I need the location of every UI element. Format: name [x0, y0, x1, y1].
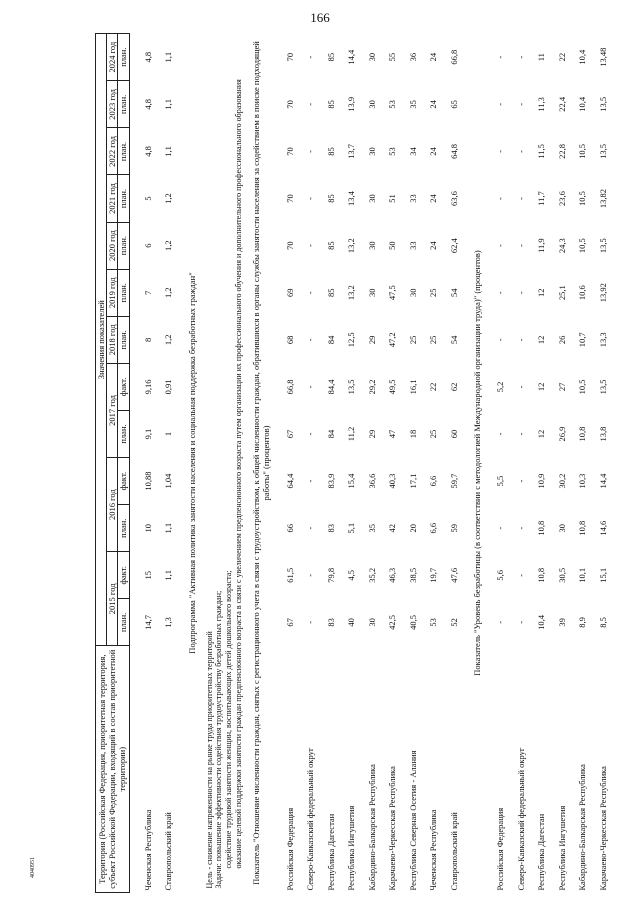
year-header: 2023 год: [107, 81, 118, 128]
subprogram-row: [187, 34, 197, 893]
value-cell: 14,7: [142, 614, 153, 630]
value-cell: -: [495, 102, 506, 106]
value-cell: -: [305, 573, 316, 577]
table-row: [572, 34, 593, 893]
value-cell: 1,1: [163, 522, 174, 534]
value-cell: 83: [325, 523, 336, 533]
value-cell: 30: [366, 288, 377, 297]
value-cell: 85: [325, 288, 336, 297]
value-cell: 30: [366, 147, 377, 156]
value-cell: 24: [428, 147, 439, 156]
value-cell: 40,5: [407, 614, 418, 630]
value-cell: 10,8: [536, 567, 547, 583]
value-cell: 64,8: [448, 144, 459, 159]
value-cell: 10,5: [577, 191, 588, 206]
value-cell: -: [305, 385, 316, 389]
table-row: [511, 34, 532, 893]
value-cell: 63,6: [448, 191, 459, 206]
value-cell: 22,8: [556, 144, 567, 159]
value-cell: 83: [325, 618, 336, 627]
value-cell: 12: [536, 429, 547, 439]
value-cell: 1,1: [163, 99, 174, 110]
value-cell: -: [495, 291, 506, 295]
value-cell: 85: [325, 52, 336, 62]
value-cell: 42: [387, 523, 398, 533]
value-cell: 6,6: [428, 475, 439, 487]
tasks-row: [214, 34, 224, 893]
value-cell: 67: [284, 618, 295, 627]
value-cell: 85: [325, 241, 336, 250]
value-cell: 25: [428, 335, 439, 345]
value-cell: 84,4: [325, 379, 336, 395]
value-cell: 70: [284, 241, 295, 250]
value-cell: 30,2: [556, 473, 567, 489]
value-cell: 10,5: [577, 379, 588, 395]
table-row: [403, 34, 424, 893]
value-cell: -: [305, 479, 316, 483]
plan-header: план.: [118, 316, 129, 363]
value-cell: 30: [366, 241, 377, 250]
fact-header: факт.: [118, 363, 129, 410]
value-cell: 30: [366, 52, 377, 62]
value-cell: -: [495, 620, 506, 624]
value-cell: 34: [407, 147, 418, 156]
value-cell: 47,2: [387, 332, 398, 348]
subprogram-title: Подпрограмма "Активная политика занятости населения и социальная поддержка безработных граждан": [186, 272, 197, 654]
value-cell: 14,6: [597, 520, 608, 536]
table-row: [552, 34, 573, 893]
value-cell: 42,5: [387, 614, 398, 630]
year-header: 2024 год: [107, 34, 118, 81]
value-cell: 40,3: [387, 473, 398, 489]
value-cell: 49,5: [387, 379, 398, 395]
value-cell: 55: [387, 52, 398, 62]
value-cell: 12: [536, 335, 547, 345]
territory-name: Карачаево-Черкесская Республика: [387, 766, 398, 891]
value-cell: 24: [428, 241, 439, 250]
value-cell: 13,8: [597, 426, 608, 442]
value-cell: 59,7: [448, 473, 459, 489]
value-cell: 0,91: [163, 379, 174, 395]
value-cell: 26: [556, 335, 567, 345]
year-header: 2020 год: [107, 222, 118, 269]
rotated-table-sheet: [95, 33, 620, 893]
value-cell: 9,16: [142, 379, 153, 395]
value-cell: 8,9: [577, 617, 588, 628]
indicator-title: Показатель "Отношение численности граждан, снятых с регистрационного учета в связи с трудоустройством, к общей численности граждан, обратившихся в органы службы занятости населения за содействием в поиске подходящей работы" (процентов): [251, 41, 272, 885]
value-cell: 13,5: [346, 379, 357, 395]
value-cell: 13,5: [597, 96, 608, 112]
value-cell: 10,3: [577, 473, 588, 489]
value-cell: 70: [284, 194, 295, 203]
value-cell: 16,1: [407, 379, 418, 395]
territory-name: Российская Федерация: [495, 807, 506, 891]
value-cell: 29: [366, 335, 377, 345]
value-cell: 9,1: [142, 428, 153, 440]
territory-name: Республика Дагестан: [536, 813, 547, 891]
value-cell: 15,4: [346, 473, 357, 489]
document-code: 4040951: [30, 857, 36, 878]
value-cell: 25: [428, 429, 439, 439]
value-cell: 47: [387, 429, 398, 439]
value-cell: -: [305, 620, 316, 624]
value-cell: 13,92: [597, 283, 608, 303]
value-cell: -: [305, 197, 316, 200]
value-cell: 1,1: [163, 569, 174, 581]
plan-header: план.: [118, 81, 129, 128]
value-cell: 11,2: [346, 426, 357, 442]
indicator-row: [251, 34, 271, 893]
territory-name: Северо-Кавказский федеральный округ: [305, 747, 316, 891]
territory-name: Ставропольский край: [163, 812, 174, 891]
value-cell: -: [515, 526, 526, 530]
value-cell: 5,6: [495, 569, 506, 581]
territory-name: Северо-Кавказский федеральный округ: [515, 747, 526, 891]
value-cell: 5,1: [346, 522, 357, 534]
value-cell: 85: [325, 147, 336, 156]
value-cell: -: [495, 526, 506, 530]
goal-text: Цель - снижение напряженности на рынке труда приоритетных территорий: [204, 631, 214, 889]
territory-name: Республика Северная Осетия - Алания: [407, 750, 418, 891]
value-cell: 8,5: [597, 617, 608, 628]
plan-header: план.: [118, 505, 129, 552]
table-row: [280, 34, 301, 893]
year-header: 2022 год: [107, 128, 118, 175]
value-cell: 8: [142, 337, 153, 342]
value-cell: -: [495, 432, 506, 436]
value-cell: 35: [407, 100, 418, 109]
value-cell: 10,8: [577, 426, 588, 442]
value-cell: 85: [325, 100, 336, 109]
value-cell: 6: [142, 243, 153, 248]
value-cell: 1: [163, 431, 174, 437]
value-cell: 30: [366, 618, 377, 627]
value-cell: 35,2: [366, 567, 377, 583]
value-cell: -: [515, 55, 526, 59]
value-cell: 11,9: [536, 238, 547, 253]
value-cell: 24: [428, 194, 439, 203]
value-cell: 13,5: [597, 379, 608, 395]
value-cell: 1,2: [163, 334, 174, 346]
value-cell: 25,1: [556, 285, 567, 301]
value-cell: -: [495, 338, 506, 342]
value-cell: 53: [387, 147, 398, 156]
value-cell: 19,7: [428, 567, 439, 583]
value-cell: 10,6: [577, 285, 588, 301]
value-cell: 10: [142, 523, 153, 533]
table-row: [531, 34, 552, 893]
value-cell: -: [495, 244, 506, 248]
value-cell: 5,5: [495, 475, 506, 487]
value-cell: 30,5: [556, 567, 567, 583]
territory-name: Чеченская Республика: [142, 809, 153, 891]
value-cell: -: [515, 291, 526, 295]
value-cell: 24: [428, 100, 439, 109]
value-cell: 14,4: [597, 473, 608, 489]
value-cell: -: [305, 244, 316, 248]
value-cell: 1,2: [163, 193, 174, 204]
table-row: [300, 34, 321, 893]
value-cell: 14,4: [346, 49, 357, 65]
value-cell: 10,1: [577, 567, 588, 583]
tasks-text: Задачи: повышение эффективности содействия трудоустройству безработных граждан;: [214, 590, 224, 889]
value-cell: 26,9: [556, 426, 567, 442]
value-cell: 12: [536, 382, 547, 392]
value-cell: 13,7: [346, 144, 357, 159]
value-cell: 29,2: [366, 379, 377, 395]
value-cell: 79,8: [325, 567, 336, 583]
table-row: [321, 34, 342, 893]
value-cell: 70: [284, 147, 295, 156]
table-row: [362, 34, 383, 893]
value-cell: 54: [448, 288, 459, 297]
value-cell: 61,5: [284, 567, 295, 583]
value-cell: 66,8: [284, 379, 295, 395]
value-cell: 66,8: [448, 49, 459, 65]
value-cell: 4,5: [346, 569, 357, 581]
value-cell: 84: [325, 335, 336, 345]
value-cell: 25: [407, 335, 418, 345]
value-cell: 24,3: [556, 238, 567, 254]
value-cell: 67: [284, 429, 295, 439]
value-cell: 84: [325, 429, 336, 439]
value-cell: 64,4: [284, 473, 295, 489]
value-cell: 33: [407, 241, 418, 250]
territory-name: Республика Ингушетия: [556, 805, 567, 891]
value-cell: 13,9: [346, 96, 357, 112]
value-cell: -: [305, 102, 316, 106]
value-cell: 4,8: [142, 146, 153, 157]
value-cell: -: [495, 55, 506, 59]
value-cell: -: [495, 150, 506, 153]
value-cell: -: [515, 197, 526, 200]
indicator-title: Показатель "Уровень безработицы (в соответствии с методологией Международной организации труда)" (процентов): [472, 250, 482, 676]
value-cell: 10,8: [577, 520, 588, 536]
value-cell: 12: [536, 288, 547, 297]
table-row: [423, 34, 444, 893]
value-cell: 1,1: [163, 146, 174, 157]
value-cell: 62,4: [448, 238, 459, 254]
value-cell: -: [305, 526, 316, 530]
value-cell: 10,4: [577, 49, 588, 65]
tasks-text: содействие трудовой занятости женщин, воспитывающих детей дошкольного возраста;: [223, 570, 233, 869]
plan-header: план.: [118, 175, 129, 222]
table-row: [444, 34, 465, 893]
year-header: 2019 год: [107, 269, 118, 316]
territory-header: Территория (Российская Федерация, приоритетная территория, субъект Российской Федерации, входящий в состав приоритетной территории): [96, 646, 130, 893]
year-header: 2021 год: [107, 175, 118, 222]
value-cell: 13,4: [346, 191, 357, 206]
value-cell: 22: [556, 52, 567, 62]
fact-header: факт.: [118, 552, 129, 599]
value-cell: 46,3: [387, 567, 398, 583]
value-cell: 47,5: [387, 285, 398, 301]
table-row: [341, 34, 362, 893]
value-cell: -: [305, 55, 316, 59]
value-cell: 1,3: [163, 617, 174, 628]
value-cell: 18: [407, 429, 418, 439]
value-cell: -: [515, 385, 526, 389]
table-row: [158, 34, 179, 893]
value-cell: 68: [284, 335, 295, 345]
year-header: 2018 год: [107, 316, 118, 363]
value-cell: -: [515, 102, 526, 106]
value-cell: 10,9: [536, 473, 547, 489]
territory-name: Российская Федерация: [284, 807, 295, 891]
value-cell: 36: [407, 52, 418, 62]
value-cell: 15: [142, 571, 153, 580]
tasks-row: [234, 34, 244, 893]
territory-name: Кабардино-Балкарская Республика: [577, 764, 588, 891]
plan-header: план.: [118, 222, 129, 269]
value-cell: 10,4: [536, 614, 547, 630]
plan-header: план.: [118, 410, 129, 457]
value-cell: 1,2: [163, 287, 174, 299]
value-cell: 47,6: [448, 567, 459, 583]
value-cell: 13,82: [597, 188, 608, 209]
value-cell: 12,5: [346, 332, 357, 348]
value-cell: -: [515, 244, 526, 248]
value-cell: 30: [366, 100, 377, 109]
value-cell: 13,5: [597, 238, 608, 254]
value-cell: 1,1: [163, 51, 174, 63]
value-cell: 39: [556, 618, 567, 627]
value-cell: 36,6: [366, 473, 377, 489]
value-cell: 13,2: [346, 285, 357, 301]
value-cell: 54: [448, 335, 459, 345]
value-cell: 10,7: [577, 332, 588, 348]
value-cell: 70: [284, 100, 295, 109]
value-cell: -: [515, 479, 526, 483]
value-cell: -: [515, 150, 526, 153]
value-cell: 25: [428, 288, 439, 297]
table-row: [490, 34, 511, 893]
value-cell: 4,8: [142, 99, 153, 110]
fact-header: факт.: [118, 458, 129, 505]
value-cell: -: [515, 432, 526, 436]
value-cell: 30: [556, 523, 567, 533]
indicator-row: [472, 34, 482, 893]
value-cell: 13,3: [597, 332, 608, 348]
plan-header: план.: [118, 269, 129, 316]
value-cell: 1,04: [163, 473, 174, 489]
value-cell: 52: [448, 618, 459, 627]
value-cell: 38,5: [407, 567, 418, 583]
year-header: 2015 год: [107, 552, 118, 646]
value-cell: -: [495, 197, 506, 200]
value-cell: 30: [407, 288, 418, 297]
tasks-row: [224, 34, 234, 893]
value-cell: 27: [556, 382, 567, 392]
territory-name: Чеченская Республика: [428, 809, 439, 891]
value-cell: -: [515, 620, 526, 624]
territory-name: Ставропольский край: [448, 812, 459, 891]
value-cell: 33: [407, 194, 418, 203]
value-cell: -: [305, 291, 316, 295]
value-cell: 50: [387, 241, 398, 250]
value-cell: 60: [448, 429, 459, 439]
value-cell: 13,48: [597, 47, 608, 67]
table-row: [138, 34, 159, 893]
value-cell: 83,9: [325, 473, 336, 489]
value-cell: 5: [142, 196, 153, 201]
value-cell: 11: [536, 53, 547, 62]
value-cell: 22: [428, 382, 439, 392]
value-cell: -: [305, 432, 316, 436]
value-cell: 11,5: [536, 144, 547, 159]
table-row: [382, 34, 403, 893]
year-header: 2017 год: [107, 363, 118, 457]
table-row: [593, 34, 614, 893]
value-cell: 15,1: [597, 567, 608, 583]
value-cell: 11,3: [536, 97, 547, 112]
value-cell: 1,2: [163, 240, 174, 251]
value-cell: 4,8: [142, 51, 153, 63]
value-cell: 13,2: [346, 238, 357, 254]
value-cell: 40: [346, 618, 357, 627]
value-cell: 35: [366, 523, 377, 533]
value-cell: 29: [366, 429, 377, 439]
value-cell: 24: [428, 52, 439, 62]
value-cell: 66: [284, 523, 295, 533]
goal-row: [205, 34, 215, 893]
value-cell: 70: [284, 52, 295, 62]
page-number: 166: [310, 10, 330, 25]
value-cell: 6,6: [428, 522, 439, 534]
territory-name: Кабардино-Балкарская Республика: [366, 764, 377, 891]
value-cell: 7: [142, 290, 153, 295]
value-cell: 85: [325, 194, 336, 203]
value-cell: 59: [448, 523, 459, 533]
value-cell: 62: [448, 382, 459, 392]
value-cell: 5,2: [495, 381, 506, 393]
indicators-table: [95, 33, 613, 893]
value-cell: 11,7: [536, 191, 547, 206]
value-cell: 20: [407, 523, 418, 533]
value-cell: 30: [366, 194, 377, 203]
value-cell: 17,1: [407, 473, 418, 489]
value-cell: -: [305, 338, 316, 342]
value-cell: -: [305, 150, 316, 153]
value-cell: 10,8: [536, 520, 547, 536]
value-cell: 23,6: [556, 191, 567, 206]
plan-header: план.: [118, 128, 129, 175]
value-cell: 69: [284, 288, 295, 297]
value-cell: 10,5: [577, 238, 588, 254]
value-cell: 65: [448, 100, 459, 109]
value-cell: 51: [387, 194, 398, 203]
value-cell: 10,5: [577, 144, 588, 159]
territory-name: Республика Дагестан: [325, 813, 336, 891]
value-cell: 10,88: [142, 471, 153, 491]
value-cell: 22,4: [556, 96, 567, 112]
value-cell: 53: [387, 100, 398, 109]
value-cell: 53: [428, 618, 439, 627]
plan-header: план.: [118, 34, 129, 81]
territory-name: Республика Ингушетия: [346, 805, 357, 891]
value-cell: 13,5: [597, 144, 608, 159]
year-header: 2016 год: [107, 458, 118, 552]
value-cell: 10,4: [577, 96, 588, 112]
value-cell: -: [515, 573, 526, 577]
territory-name: Карачаево-Черкесская Республика: [597, 766, 608, 891]
value-cell: -: [515, 338, 526, 342]
plan-header: план.: [118, 599, 129, 646]
values-header: Значения показателей: [96, 34, 107, 646]
tasks-text: оказание целевой поддержки занятости граждан предпенсионного возраста в связи с увеличением предпенсионного возраста путем организации их профессионального обучения и дополнительного профессионального образования: [233, 79, 243, 869]
